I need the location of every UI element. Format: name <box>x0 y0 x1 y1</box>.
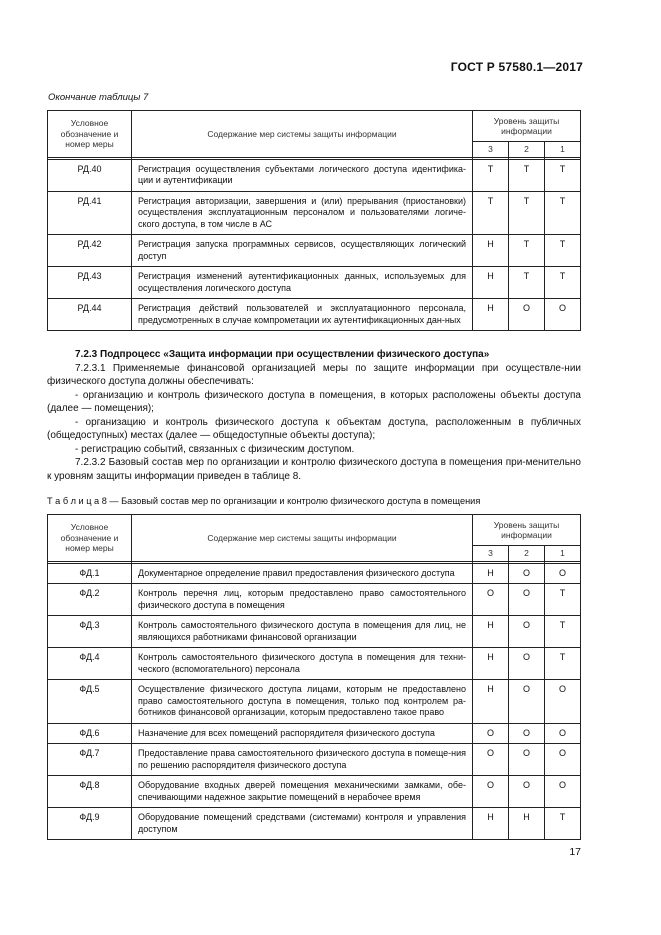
measure-code: ФД.4 <box>48 648 132 680</box>
level-3-value: Н <box>473 680 509 724</box>
table8-header-level: Уровень защиты информации <box>473 515 581 546</box>
level-2-value: Т <box>509 159 545 191</box>
level-1-value: Т <box>545 159 581 191</box>
level-1-value: О <box>545 723 581 744</box>
table7-header-content: Содержание мер системы защиты информации <box>132 111 473 158</box>
paragraph: 7.2.3.2 Базовый состав мер по организации и контролю физического доступа в помещения при-менительно к уровням защиты информации приведен в таблице 8. <box>47 457 581 482</box>
level-2-value: Н <box>509 808 545 840</box>
measure-text: Регистрация авторизации, завершения и (или) прерывания (приостановки) осуществления эксплуатационным персоналом и пользователями логиче-ского доступа, в том числе в АС <box>132 191 473 235</box>
measure-text: Осуществление физического доступа лицами, которым не предоставлено право самостоятельного доступа в помещения, только под контролем ра-ботников финансовой организации, которым предоставлено такое право <box>132 680 473 724</box>
table-row <box>48 744 581 776</box>
measure-code: РД.43 <box>48 267 132 299</box>
table7-header-level: Уровень защиты информации <box>473 111 581 142</box>
table8-header-level2: 2 <box>509 546 545 562</box>
measure-code: ФД.5 <box>48 680 132 724</box>
measure-code: РД.40 <box>48 159 132 191</box>
level-2-value: О <box>509 584 545 616</box>
measure-code: ФД.7 <box>48 744 132 776</box>
measure-code: ФД.3 <box>48 616 132 648</box>
table8-header-code: Условное обозначение и номер меры <box>48 515 132 562</box>
measure-text: Назначение для всех помещений распорядителя физического доступа <box>132 723 473 744</box>
measure-code: ФД.9 <box>48 808 132 840</box>
level-2-value: О <box>509 776 545 808</box>
table8-header-level3: 3 <box>473 546 509 562</box>
level-3-value: Н <box>473 299 509 331</box>
level-3-value: О <box>473 723 509 744</box>
level-2-value: О <box>509 299 545 331</box>
measure-text: Контроль самостоятельного физического доступа в помещения для лиц, не являющихся работниками финансовой организации <box>132 616 473 648</box>
table-row <box>48 235 581 267</box>
level-2-value: О <box>509 616 545 648</box>
measure-text: Оборудование помещений средствами (системами) контроля и управления доступом <box>132 808 473 840</box>
measure-code: ФД.6 <box>48 723 132 744</box>
measure-code: РД.41 <box>48 191 132 235</box>
table-row <box>48 159 581 191</box>
table7-header-code: Условное обозначение и номер меры <box>48 111 132 158</box>
measure-text: Регистрация запуска программных сервисов, осуществляющих логический доступ <box>132 235 473 267</box>
level-3-value: Н <box>473 616 509 648</box>
level-1-value: О <box>545 776 581 808</box>
measure-text: Контроль перечня лиц, которым предоставлено право самостоятельного физического доступа в помещения <box>132 584 473 616</box>
table8-header-level1: 1 <box>545 546 581 562</box>
measure-text: Контроль самостоятельного физического доступа в помещения для техни-ческого (вспомогательного) персонала <box>132 648 473 680</box>
section-7-2-3 <box>47 348 581 483</box>
page-number: 17 <box>569 846 581 858</box>
level-1-value: О <box>545 744 581 776</box>
table7-header-level1: 1 <box>545 142 581 158</box>
paragraph: 7.2.3.1 Применяемые финансовой организацией меры по защите информации при осуществле-нии физического доступа должны обеспечивать: <box>47 362 581 387</box>
level-3-value: О <box>473 744 509 776</box>
level-3-value: Н <box>473 563 509 584</box>
measure-text: Оборудование входных дверей помещения механическими замками, обе-спечивающими надежное закрытие помещений в нерабочее время <box>132 776 473 808</box>
table-row <box>48 299 581 331</box>
measure-text: Предоставление права самостоятельного физического доступа в помеще-ния по решению распорядителя физического доступа <box>132 744 473 776</box>
level-3-value: О <box>473 776 509 808</box>
level-2-value: Т <box>509 235 545 267</box>
table-8 <box>47 514 581 840</box>
table-row <box>48 191 581 235</box>
level-3-value: Н <box>473 808 509 840</box>
level-1-value: Т <box>545 267 581 299</box>
level-2-value: О <box>509 744 545 776</box>
table8-header-content: Содержание мер системы защиты информации <box>132 515 473 562</box>
level-1-value: Т <box>545 191 581 235</box>
level-3-value: Т <box>473 191 509 235</box>
table-row <box>48 648 581 680</box>
measure-code: РД.44 <box>48 299 132 331</box>
level-1-value: Т <box>545 808 581 840</box>
table-7 <box>47 110 581 331</box>
measure-code: ФД.8 <box>48 776 132 808</box>
level-2-value: Т <box>509 191 545 235</box>
level-3-value: Н <box>473 235 509 267</box>
table-row <box>48 680 581 724</box>
level-1-value: Т <box>545 584 581 616</box>
level-3-value: О <box>473 584 509 616</box>
level-1-value: О <box>545 563 581 584</box>
level-1-value: Т <box>545 616 581 648</box>
measure-text: Регистрация изменений аутентификационных данных, используемых для осуществления логического доступа <box>132 267 473 299</box>
table-row <box>48 723 581 744</box>
level-2-value: О <box>509 648 545 680</box>
level-3-value: Н <box>473 648 509 680</box>
level-1-value: О <box>545 299 581 331</box>
table7-header-level2: 2 <box>509 142 545 158</box>
table7-header-level3: 3 <box>473 142 509 158</box>
bullet-item: - организацию и контроль физического доступа к объектам доступа, расположенным в публичных (общедоступных) местах (далее — общедоступные объекты доступа); <box>47 416 581 441</box>
level-3-value: Н <box>473 267 509 299</box>
measure-text: Документарное определение правил предоставления физического доступа <box>132 563 473 584</box>
level-2-value: О <box>509 723 545 744</box>
bullet-item: - организацию и контроль физического доступа в помещения, в которых расположены объекты доступа (далее — помещения); <box>47 389 581 414</box>
table7-caption: Окончание таблицы 7 <box>48 92 149 103</box>
table-row <box>48 808 581 840</box>
level-2-value: Т <box>509 267 545 299</box>
level-2-value: О <box>509 680 545 724</box>
measure-code: ФД.2 <box>48 584 132 616</box>
table-row <box>48 563 581 584</box>
section-title: 7.2.3 Подпроцесс «Защита информации при осуществлении физического доступа» <box>75 349 490 360</box>
measure-text: Регистрация осуществления субъектами логического доступа идентифика-ции и аутентификации <box>132 159 473 191</box>
level-1-value: Т <box>545 648 581 680</box>
table-row <box>48 267 581 299</box>
bullet-item: - регистрацию событий, связанных с физическим доступом. <box>75 443 355 455</box>
table-row <box>48 584 581 616</box>
standard-header: ГОСТ Р 57580.1—2017 <box>450 60 583 74</box>
measure-code: РД.42 <box>48 235 132 267</box>
level-1-value: О <box>545 680 581 724</box>
table-row <box>48 616 581 648</box>
measure-code: ФД.1 <box>48 563 132 584</box>
level-2-value: О <box>509 563 545 584</box>
level-1-value: Т <box>545 235 581 267</box>
table-row <box>48 776 581 808</box>
table8-caption: Т а б л и ц а 8 — Базовый состав мер по организации и контролю физического доступа в помещения <box>47 496 481 506</box>
measure-text: Регистрация действий пользователей и эксплуатационного персонала, предусмотренных в случае компрометации их аутентификационных дан-ных <box>132 299 473 331</box>
level-3-value: Т <box>473 159 509 191</box>
